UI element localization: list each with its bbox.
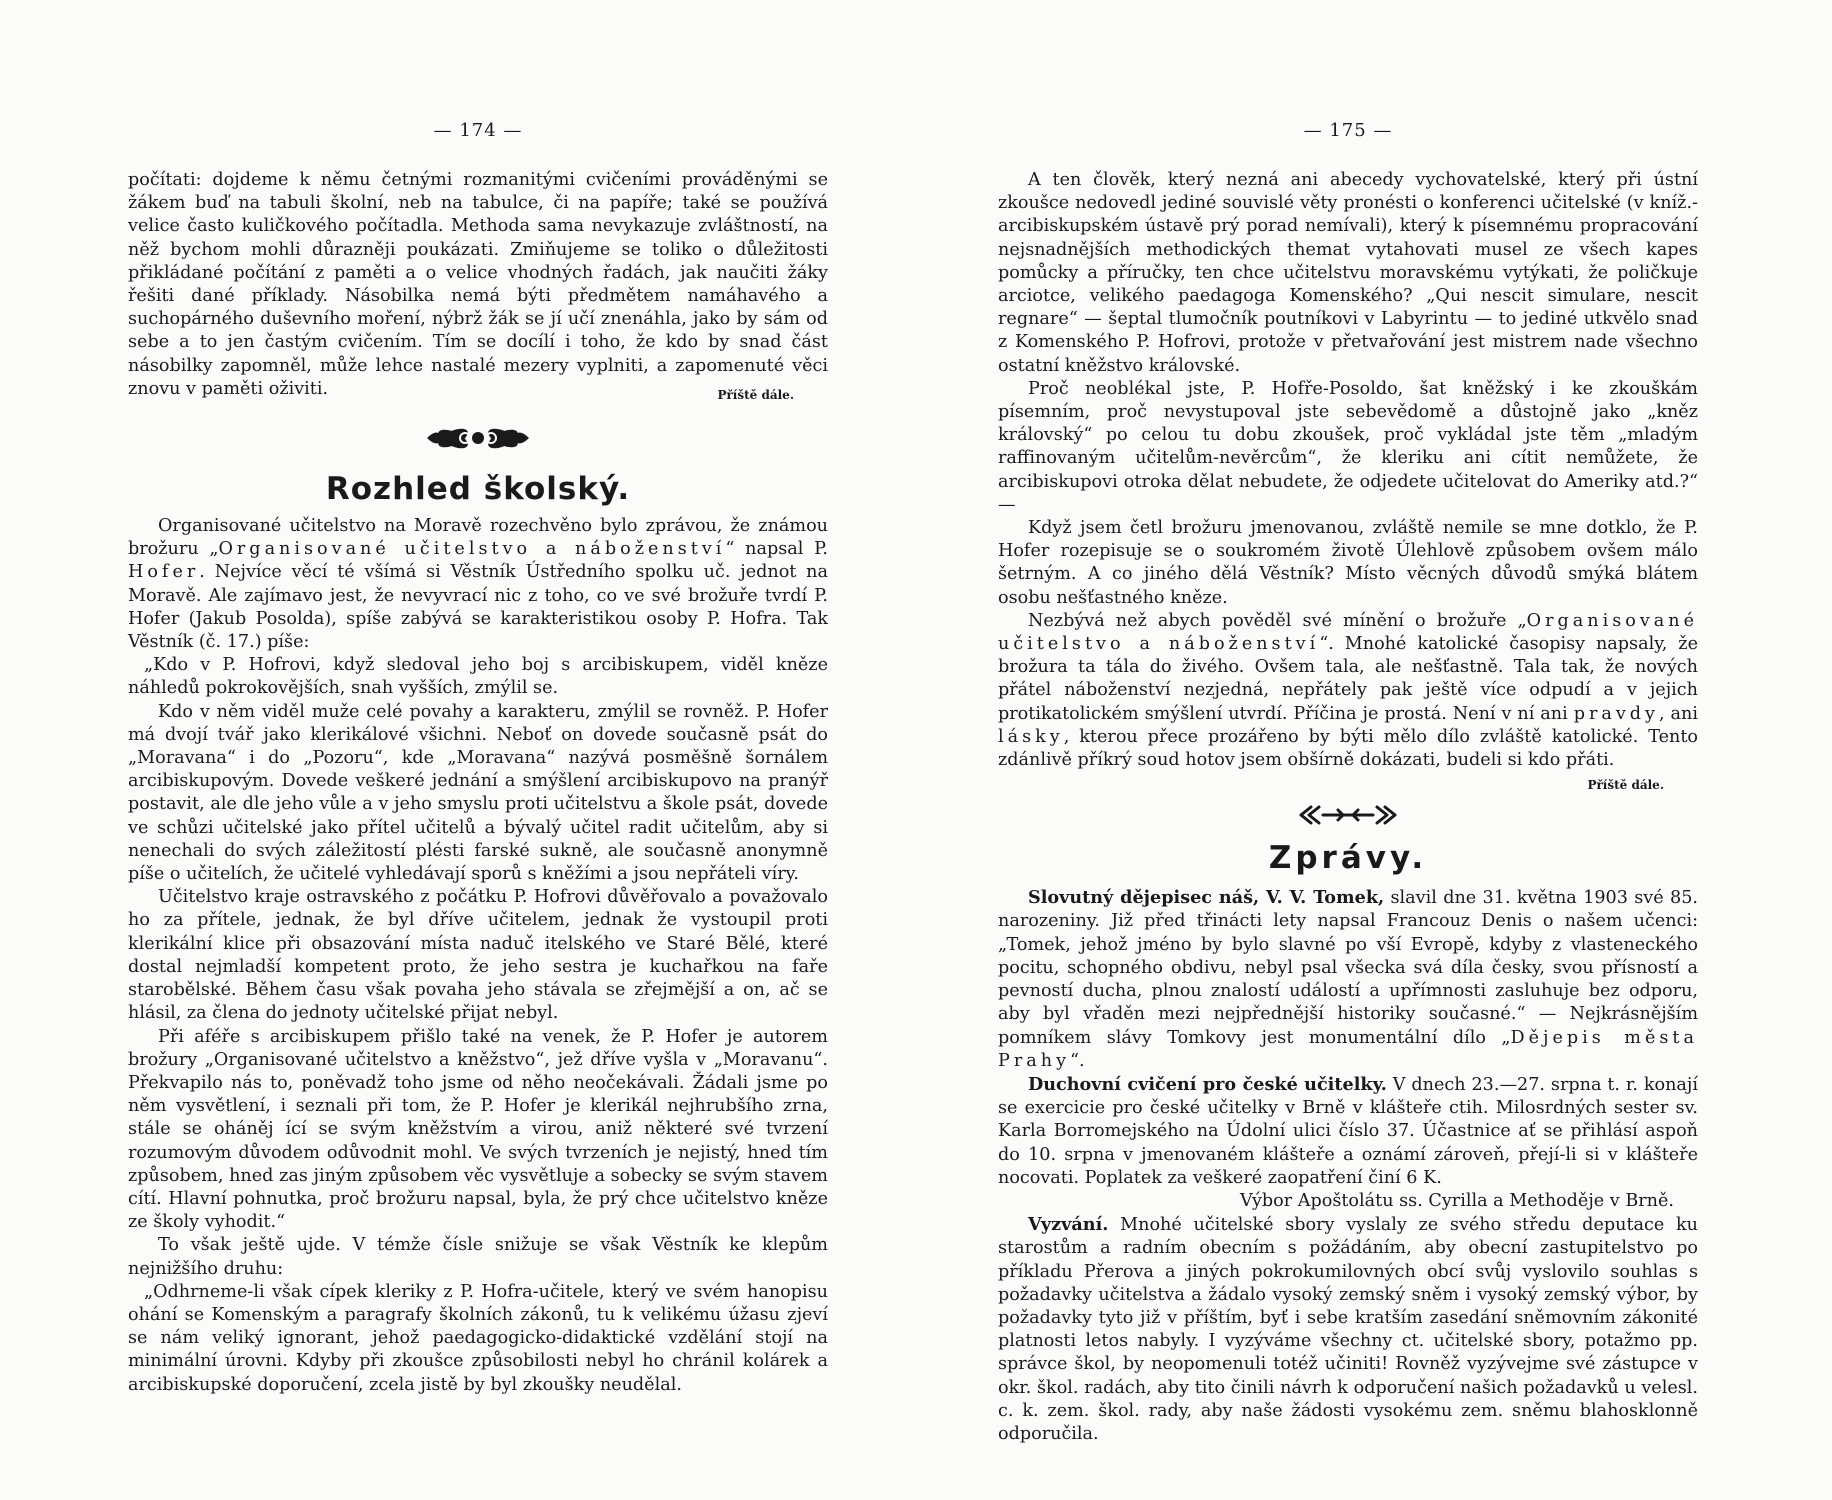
page-number-right: — 175 — <box>1303 120 1393 141</box>
floral-ornament-icon <box>423 417 533 459</box>
section-title-zpravy: Zprávy. <box>1268 840 1428 877</box>
arrow-ornament-icon <box>1293 802 1403 828</box>
ornament-right <box>998 802 1698 832</box>
paragraph: Proč neoblékal jste, P. Hofře-Posoldo, šat kněžský i ke zkouškám písemním, proč nevystupoval jste sebevědomě a důstojně jako „kněz královský“ po celou tu dobu zkoušek, proč vykládal jste těm „mladým raffinovaným učitelům-nevěrcům“, že kleriku ani cítit nemůžete, že arcibiskupovi otroka dělat nebudete, že odjedete učitelovat do Ameriky atd.?“ — <box>998 378 1698 515</box>
news-item-tomek: Slovutný dějepisec náš, V. V. Tomek, slavil dne 31. května 1903 své 85. narozeniny. Již před třinácti lety napsal Francouz Denis o našem učenci: „Tomek, jehož jméno by bylo slavné po vší Evropě, kdyby z vlasteneckého pocitu, schopného obdivu, nebyl psal všecka svá díla česky, svou přísností a pevností ducha, plnou znalostí událostí a upřímnosti zasluhuje bez odporu, aby byl vřaděn mezi nejpřednější historiky současné.“ — Nejkrásnějším pomníkem slávy Tomkovy jest monumentální dílo „Dějepis města Prahy“. <box>998 887 1699 1071</box>
paragraph: Kdo v něm viděl muže celé povahy a karakteru, zmýlil se rovněž. P. Hofer má dvojí tvář jako klerikálové všichni. Neboť on dovede současně psát do „Moravana“ i do „Pozoru“, kde „Moravana“ nazývá posměšně šornálem arcibiskupovým. Dovede veškeré jednání a smýšlení arcibiskupovo na pranýř postavit, ale dle jeho vůle a v jeho smyslu proti učitelstvu a škole psát, dovede ve schůzi učitelské jako přítel učitelů a bývalý učitel radit učitelům, aby si nenechali do svých záležitostí plésti farské sukně, ale současně anonymně píše o učitelích, že učitelé vyhledávají sporů s kněžími a jsou nepřáteli víry. <box>128 701 828 885</box>
intro-block <box>128 169 828 407</box>
paragraph: Nezbývá než abych pověděl své mínění o brožuře „Organisované učitelstvo a náboženství“. Mnohé katolické časopisy napsaly, že brožura ta tála do živého. Ovšem tala, ale nešťastně. Tala tak, že nových přátel náboženství nezjedná, nepřátely pak ještě více odpudí a v jejich protikatolickém smýšlení utvrdí. Příčina je prostá. Není v ní ani pravdy, ani lásky, kterou přece prozářeno by býti mělo dílo zvláště katolické. Tento zdánlivě příkrý soud hotov jsem obšírně dokázati, budeli si kdo přáti. <box>998 610 1698 771</box>
quote-paragraph: „Odhrneme-li však cípek kleriky z P. Hofra-učitele, který ve svém hanopisu ohání se Komenským a paragrafy školních zákonů, tu k velikému úžasu zjeví se nám veliký ignorant, jehož paedagogicko-didaktické vzdělání stojí na minimální úrovni. Kdyby při zkoušce způsobilosti nebyl ho chránil kolárek a arcibiskupské doporučení, zcela jistě by byl zkoušky neudělal. <box>128 1281 828 1395</box>
signature-line: Výbor Apoštolátu ss. Cyrilla a Methoděje v Brně. <box>1239 1190 1674 1211</box>
final-block <box>998 610 1698 792</box>
paragraph: Při aféře s arcibiskupem přišlo také na venek, že P. Hofer je autorem brožury „Organisované učitelstvo a kněžstvo“, jež dříve vyšla v „Moravanu“. Překvapilo nás to, poněvadž toho jsme od něho neočekávali. Žádali jsme po něm vysvětlení, i seznali při tom, že P. Hofer je klerikál nejhrubšího zrna, stále se oháněj ící se svým kněžstvím a virou, aniž některé své tvrzení rozumovým důvodem odůvodnit mohl. Ve svých tvrzeních je nejistý, hned tím způsobem, hned zas jiným způsobem věc vysvětluje a sobecky se svým stavem cítí. Hlavní pohnutka, proč brožuru napsal, byla, že prý chce učitelstvo kněze ze školy vyhodit.“ <box>128 1026 828 1233</box>
paragraph: Když jsem četl brožuru jmenovanou, zvláště nemile se mne dotklo, že P. Hofer rozepisuje se o soukromém životě Úlehlově způsobem ovšem málo šetrným. A co jiného dělá Věstník? Místo věcných důvodů smýká blátem osobu nešťastného kněze. <box>998 518 1698 608</box>
continued-note-left: Příště dále. <box>717 387 794 402</box>
paragraph: A ten člověk, který nezná ani abecedy vychovatelské, který při ústní zkoušce nedovedl jediné souvislé věty pronésti o konferenci učitelské (v kníž.-arcibiskupském ústavě prý porad nemívali), který k písemnému propracování nejsnadnějších methodických themat vytahovati musel ze všech kapes pomůcky a příručky, ten chce učitelstvu moravskému vytýkati, že poličkuje arciotce, velikého paedagoga Komenského? „Qui nescit simulare, nescit regnare“ — šeptal tlumočník poutníkovi v Labyrintu — to jediné utkvělo snad z Komenského P. Hofrovi, protože v přetvařování jest mistrem nade všechno ostatní kněžstvo královské. <box>998 170 1698 376</box>
news-item-exercicie: Duchovní cvičení pro české učitelky. V dnech 23.—27. srpna t. r. konají se exercicie pro české učitelky v Brně v klášteře ctih. Milosrdných sester sv. Karla Borromejského na Údolní ulici číslo 37. Účastnice ať se přihlásí aspoň do 10. srpna v jmenovaném klášteře a oznámí zároveň, přejí-li si v klášteře nocovati. Poplatek za veškeré zaopatření činí 6 K. <box>998 1073 1699 1188</box>
news-item-vyzvani: Vyzvání. Mnohé učitelské sbory vyslaly ze svého středu deputace ku starostům a radním obecním s požádáním, aby obecní zastupitelstvo po příkladu Přerova a jiných pokrokumilovných obcí svůj vyslovilo souhlas s požadavky učitelstva a žádalo vysoký zemský sněm i vysoký zemský výbor, by požadavky tyto již v příštím, byť i sebe kratším zasedání sněmovním zákonité platnosti letos nabyly. I vyzýváme všechny ct. učitelské sbory, potažmo pp. správce škol, by neopomenuli totéž učiniti! Rovněž vyzývejme své zástupce v okr. škol. radách, aby tito činili návrh k odporučení našich požadavků u velesl. c. k. zem. škol. rady, aby naše žádosti vysokému zem. sněmu blahosklonně odporučila. <box>998 1214 1698 1444</box>
paragraph: Učitelstvo kraje ostravského z počátku P. Hofrovi důvěřovalo a považovalo ho za přítele, jednak, že byl dříve učitelem, jednak že vystoupil proti klerikální klice při obsazování místa naduč itelského ve Staré Bělé, které dostal nejmladší kompetent proto, že jeho sestra je kuchařkou na faře starobělské. Během času však povaha jeho stávala se zřejmější a on, ač se hlásil, za člena do jednoty učitelské přijat nebyl. <box>128 887 828 1024</box>
section-title-rozhled: Rozhled školský. <box>325 471 631 508</box>
page-right <box>998 120 1698 1446</box>
ornament-left <box>128 417 828 463</box>
quote-paragraph: „Kdo v P. Hofrovi, když sledoval jeho boj s arcibiskupem, viděl kněze náhledů pokrokovějších, snah vyšších, zmýlil se. <box>128 655 828 699</box>
paragraph: To však ještě ujde. V témže čísle snižuje se však Věstník ke klepům nejnižšího druhu: <box>128 1235 828 1279</box>
paragraph: Organisované učitelstvo na Moravě rozechvěno bylo zprávou, že známou brožuru „Organisované učitelstvo a náboženství“ napsal P. Hofer. Nejvíce věcí té všímá si Věstník Ústředního spolku uč. jednot na Moravě. Ale zajímavo jest, že nevyvrací nic z toho, co ve své brožuře tvrdí P. Hofer (Jakub Posolda), spíše zabývá se karakteristikou osoby P. Hofra. Tak Věstník (č. 17.) píše: <box>128 516 828 653</box>
intro-paragraph: počítati: dojdeme k němu četnými rozmanitými cvičeními prováděnými se žákem buď na tabuli školní, neb na tabulce, či na papíře; také se používá velice často kuličkového počítadla. Methoda sama nevykazuje zvláštností, na něž bychom mohli důrazněji poukázati. Zmiňujeme se toliko o důležitosti přikládané počítání z paměti a o velice vhodných řadách, jak naučiti žáky řešiti dané příklady. Násobilka nemá býti předmětem namáhavého a suchopárného duševního moření, nýbrž žák se jí učí znenáhla, jako by sám od sebe a to jen častým cvičením. Tím se docílí i toho, že kdo by snad část násobilky zapomněl, může lehce nastalé mezery vyplniti, a zapomenuté věci znovu v paměti oživiti. Příště dále. <box>128 169 828 401</box>
page-number-left: — 174 — <box>433 120 523 141</box>
page-left <box>128 120 828 1397</box>
continued-note-right: Příště dále. <box>1587 778 1664 793</box>
